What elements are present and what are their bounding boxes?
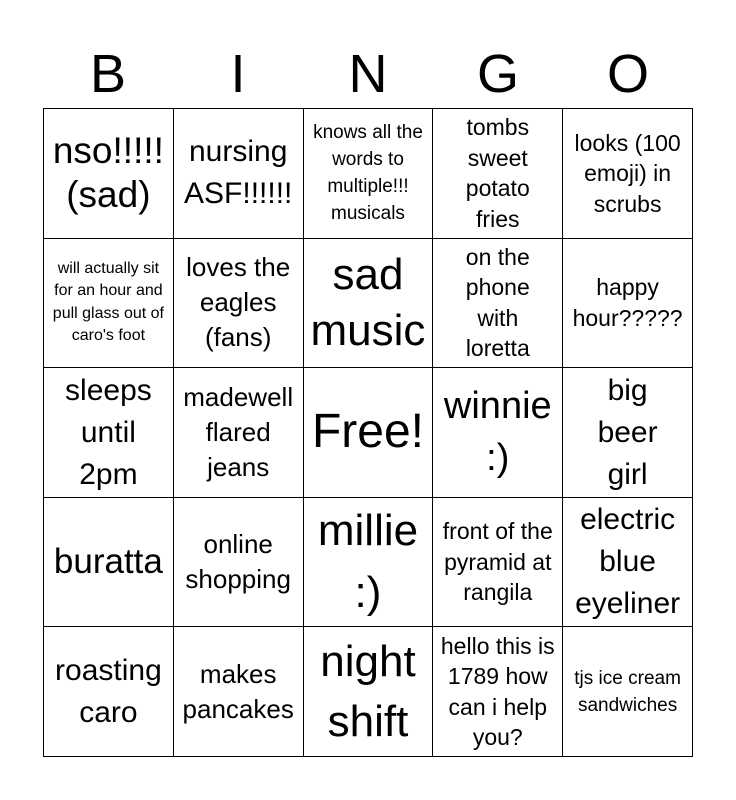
bingo-cell[interactable] [433, 239, 563, 369]
bingo-cell[interactable] [304, 368, 434, 498]
bingo-cell[interactable] [563, 498, 693, 628]
header-letter-o: O [606, 44, 649, 104]
bingo-cell[interactable] [563, 239, 693, 369]
bingo-cell[interactable] [563, 109, 693, 239]
bingo-cell[interactable] [304, 498, 434, 628]
cell-text: nursing ASF!!!!!! [184, 135, 293, 211]
bingo-cell[interactable] [563, 368, 693, 498]
header-letter-n: N [348, 44, 388, 104]
cell-text: looks (100 emoji) in scrubs [574, 129, 681, 217]
cell-text: happy hour????? [572, 274, 683, 331]
bingo-cell[interactable] [44, 368, 174, 498]
header-letter-g: G [476, 44, 519, 104]
cell-text: knows all the words to multiple!!! musicals [313, 122, 423, 225]
bingo-cell[interactable] [174, 368, 304, 498]
cell-text: on the phone with loretta [465, 243, 530, 362]
bingo-cell[interactable] [174, 498, 304, 628]
bingo-cell[interactable] [304, 109, 434, 239]
bingo-cell[interactable] [433, 109, 563, 239]
bingo-card [43, 108, 693, 757]
cell-text: electric blue eyeliner [575, 503, 681, 621]
bingo-cell[interactable] [304, 239, 434, 369]
cell-text: makes pancakes [182, 658, 294, 724]
header-letter-i: I [230, 44, 246, 104]
cell-text: hello this is 1789 how can i help you? [440, 632, 555, 751]
cell-text: front of the pyramid at rangila [442, 518, 553, 606]
cell-text: night shift [320, 636, 416, 746]
cell-text: millie :) [317, 506, 419, 618]
cell-text: madewell flared jeans [183, 381, 294, 482]
cell-text: will actually sit for an hour and pull glass out of caro's foot [52, 259, 164, 345]
cell-text: nso!!!!! (sad) [52, 130, 164, 216]
cell-text: big beer girl [597, 373, 658, 491]
bingo-cell[interactable] [44, 239, 174, 369]
bingo-cell[interactable] [44, 109, 174, 239]
bingo-cell[interactable] [433, 368, 563, 498]
bingo-cell[interactable] [44, 627, 174, 757]
bingo-cell[interactable] [174, 239, 304, 369]
cell-text: tjs ice cream sandwiches [574, 667, 681, 716]
cell-text: online shopping [185, 529, 291, 595]
header-letter-b: B [89, 44, 127, 104]
free-space-label: Free! [311, 405, 424, 459]
cell-text: winnie :) [443, 385, 552, 480]
cell-text: tombs sweet potato fries [465, 114, 530, 232]
bingo-cell[interactable] [174, 109, 304, 239]
bingo-cell[interactable] [433, 498, 563, 628]
bingo-header [43, 40, 693, 108]
bingo-cell[interactable] [174, 627, 304, 757]
cell-text: loves the eagles (fans) [186, 252, 291, 353]
cell-text: sad music [310, 249, 426, 355]
bingo-cell[interactable] [304, 627, 434, 757]
cell-text: buratta [53, 542, 163, 582]
bingo-cell[interactable] [433, 627, 563, 757]
cell-text: roasting caro [55, 653, 162, 729]
cell-text: sleeps until 2pm [65, 373, 152, 491]
bingo-cell[interactable] [44, 498, 174, 628]
bingo-cell[interactable] [563, 627, 693, 757]
